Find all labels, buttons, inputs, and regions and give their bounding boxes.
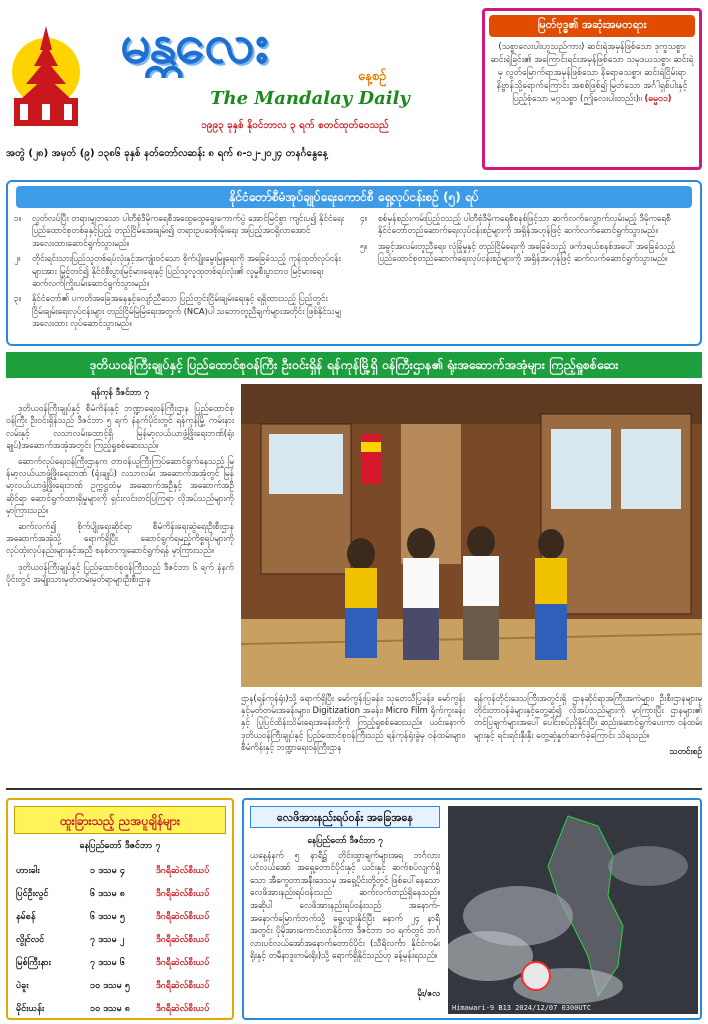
night-temperature-dateline: နေပြည်တော် ဒီဇင်ဘာ ၇ [79, 841, 161, 851]
objective-number: ၂။ [14, 253, 21, 264]
objective-number: ၃။ [14, 293, 22, 304]
objectives-heading: နိုင်ငံတော်စီမံအုပ်ချုပ်ရေးကောင်စီ ရှေ့လုပ်ငန်းစဉ် (၅) ရပ် [16, 186, 692, 208]
city-name: မိုင်းယန်း [16, 1004, 45, 1014]
table-row [14, 998, 226, 1021]
objective-text: တိုင်းရင်းသားပြည်သူတစ်ရပ်လုံးနှင့်အကျုံးဝင်သော စိုက်ပျိုးမွေးမြူရေးကို အခြေခံသည့် ကုန်ထုတ်လုပ်ငန်းများအား မြှင့်တင်၍ နိုင်ငံစီးပွားမြင့်မားရေးနှင့် ပြည်သူလူထုတစ်ရပ်လုံး၏ လူမှုစီးပွားဘဝ မြင့်မားရေး ဆက်လက်ကြိုးပမ်းဆောင်ရွက်သွားမည်။ [32, 253, 341, 289]
low-pressure-heading: လေဖိအားနည်းရပ်ဝန်း အခြေအနေ [250, 806, 440, 828]
temperature-value: ၆ ဒသမ ၈ [90, 889, 126, 899]
masthead-tagline: ၁၉၉၃ ခုနှစ် နိုဝင်ဘာလ ၃ ရက် စတင်ထုတ်ဝေသည် [201, 120, 389, 131]
temperature-unit: ဒီဂရီဆဲလ်စီးယပ် [156, 958, 210, 968]
objective-number: ၅။ [360, 240, 368, 251]
objective-item [14, 212, 344, 249]
table-row [14, 883, 226, 906]
story-column-2 [241, 692, 465, 784]
objectives-box [6, 180, 702, 346]
buddha-teaching-reference: (ဓမ္မ၀၁) [644, 94, 672, 104]
objective-item [14, 252, 344, 289]
story-column-3 [474, 692, 702, 784]
table-row [14, 952, 226, 975]
story-paragraph: ဆောက်လုပ်ရေးဝန်ကြီးဌာနက တာဝန်ယူကြီးကြပ်ဆောင်ရွက်နေသည့် မြန်မာ့လယ်ယာဖွံ့ဖြိုးရေးဘဏ် (ရုံးချုပ်) လသာလမ်း အဆောက်အအုံတွင် မြန်မာ့လယ်ယာဖွံ့ဖြိုးရေးဘဏ် ဥက္ကဋ္ဌထံမှ အဆောက်အဦနှင့် အဆောက်အဦဆိုင်ရာ ဆောင်ရွက်ထားရှိမှုများကို ရှင်းလင်းတင်ပြကြရာ လိုအပ်သည်များကို မှာကြားသည်။ [6, 456, 234, 515]
story-byline: သတင်းစဉ် [669, 745, 702, 756]
temperature-unit: ဒီဂရီဆဲလ်စီးယပ် [156, 889, 210, 899]
buddha-teaching-text: (သစ္စာလေးပါးဟူသည်ကား) ဆင်းရဲအမှန်ဖြစ်သော ဒုက္ခသစ္စာ၊ ဆင်းရဲခြင်း၏ အကြောင်းရင်းအမှန်ဖြစ်သော သမုဒယသစ္စာ၊ ဆင်းရဲမှ လွတ်မြောက်ရာအမှန်ဖြစ်သော နိရောဓသစ္စာ၊ ဆင်းရဲငြိမ်းရာ နိဗ္ဗာန်သို့ရောက်ကြောင်း အစစ်ဖြစ်၍ မြတ်သော အင်္ဂါရှစ်ပါးနှင့် ပြည့်စုံသော မဂ္ဂသစ္စာ (ဤလေးပါးတည်း)။ [490, 42, 694, 104]
story-paragraph: ရန်ကုန်တိုင်းဒေသကြီးအတွင်းရှိ ဌာနဆိုင်ရာအကြီးအကဲများ၊ ဦးစီးဌာနများမှ တိုင်းတာဝန်ခံများနှင့်တွေ့ဆုံ၍ လိုအပ်သည်များကို မှာကြားပြီး ဌာနများ၏ တင်ပြချက်များအပေါ် ပေါင်းစပ်ညှိနှိုင်းပြီး ဆည်းဆောင်ရွက်ပေးကာ ဝန်ထမ်းများနှင့် ရင်းရင်းနှီးနှီး တွေ့ဆုံနှုတ်ဆက်ခဲ့ကြောင်း သိရသည်။ [474, 693, 702, 740]
objectives-right-column [360, 212, 690, 265]
temperature-unit: ဒီဂရီဆဲလ်စီးယပ် [156, 912, 210, 922]
buddha-teaching-body [489, 41, 695, 106]
low-pressure-text [250, 834, 440, 999]
buddha-teaching-box [482, 8, 702, 170]
temperature-value: ၇ ဒသမ ၂ [90, 935, 125, 945]
temperature-value: ၁ ဒသမ ၄ [90, 866, 125, 876]
temperature-value: ၆ ဒသမ ၅ [90, 912, 125, 922]
table-row [14, 906, 226, 929]
masthead-subtitle: နေ့စဉ် [358, 69, 387, 84]
satellite-caption: Himawari-9 B13 2024/12/07 0300UTC [452, 1004, 592, 1012]
temperature-value: ၁၀ ဒသမ ၅ [90, 981, 130, 991]
table-row [14, 929, 226, 952]
low-pressure-body: ယနေ့နံနက် ၅ နာရီ၌ တိုင်းထွာချက်များအရ ဘင်္ဂလားပင်လယ်အော် အရှေ့တောင်ပိုင်းနှင့် ယင်းနှင့် ဆက်စပ်လျက်ရှိသော အီကွေတာအနီးဒေသမှ အရှေ့ပိုင်းတို့တွင် ဖြစ်ပေါ်နေသော လေဖိအားနည်းရပ်ဝန်းသည် ဆက်လက်တည်ရှိနေသည်။ အဆိုပါ လေဖိအားနည်းရပ်ဝန်းသည် အနောက်-အနောက်မြောက်ဘက်သို့ ရွေ့လျားနိုင်ပြီး နောက် ၂၄ နာရီအတွင်း ပိုမိုအားကောင်းလာနိုင်ကာ ဒီဇင်ဘာ ၁၀ ရက်တွင် ဘင်္ဂလားပင်လယ်အော်အနောက်တောင်ပိုင်း (သီရိလင်္ကာ နိုင်ငံကမ်းရိုးနှင့် တမီနာဒူးကမ်းရိုး)သို့ ရောက်ရှိနိုင်သည်ဟု ခန့်မှန်းရသည်။ [250, 849, 440, 961]
objective-text: လွတ်လပ်ပြီး တရားမျှတသော ပါတီစုံဒီမိုကရေစီအထွေထွေရွေးကောက်ပွဲ အောင်မြင်စွာ ကျင်းပ၍ နိုင်ငံရေးပြည်ထောင်စုတစ်ခုနှင့်ပြည့် တည်ငြိမ်အေးချမ်း၍ တရားဥပဒေစိုးမိုးရေး အပြည့်အဝရှိလာအောင် အလေးထားဆောင်ရွက်သွားမည်။ [32, 213, 344, 248]
city-name: မြစ်ကြီးနား [16, 958, 51, 968]
city-name: နမ်စန် [16, 912, 36, 922]
temperature-value: ၇ ဒသမ ၆ [90, 958, 125, 968]
story-column-1 [6, 386, 234, 784]
objective-text: နိုင်ငံတော်၏ ပကတိအခြေအနေနှင့်လျော်ညီသော ပြည်တွင်းငြိမ်းချမ်းရေးနှင့် ရရှိထားသည့် ပြည်တွင်းငြိမ်းချမ်းရေးလုပ်ငန်းများ တည်ငြိမ်မြဲမြံရေးအတွက် (NCA)ပါ သဘောတူညီချက်များအတိုင်း ဖြစ်နိုင်သမျှ အလေးထား လုပ်ဆောင်သွားမည်။ [32, 293, 342, 329]
city-name: ဟားခါး [16, 866, 40, 876]
low-pressure-box [242, 798, 702, 1020]
low-pressure-dateline: နေပြည်တော် ဒီဇင်ဘာ ၇ [307, 835, 383, 845]
masthead-title: မန္တလေး [120, 11, 267, 75]
buddha-teaching-heading: မြတ်ဗုဒ္ဓ၏ အဆုံးအမတရား [489, 15, 695, 37]
temperature-table [14, 860, 226, 1021]
objectives-left-column [14, 212, 344, 330]
objective-number: ၄။ [360, 213, 368, 223]
objective-item [360, 212, 690, 237]
city-name: လွိုင်လင် [16, 935, 45, 945]
masthead-english-title: The Mandalay Daily [210, 88, 410, 109]
lead-photo [241, 384, 702, 687]
masthead-logo [6, 20, 86, 130]
temperature-unit: ဒီဂရီဆဲလ်စီးယပ် [156, 935, 210, 945]
table-row [14, 975, 226, 998]
objective-text: အခွင့်အလမ်းတူညီရေး၊ လုံခြုံမှုနှင့် တည်ငြိမ်ရေးကို အခြေခံသည့် ဖက်ဒရယ်စနစ်အပေါ် အခြေခံသည့် ပြည်ထောင်စုတည်ဆောက်ရေးလုပ်ငန်းစဉ်များကို အရှိန်အဟုန်ဖြင့် ဆက်လက်ဆောင်ရွက်သွားမည်။ [378, 240, 676, 264]
temperature-unit: ဒီဂရီဆဲလ်စီးယပ် [156, 1004, 210, 1014]
temperature-unit: ဒီဂရီဆဲလ်စီးယပ် [156, 866, 210, 876]
objective-number: ၁။ [14, 213, 22, 223]
story-paragraph: ဒုတိယဝန်ကြီးချုပ်နှင့် စီမံကိန်းနှင့် ဘဏ္ဍာရေးဝန်ကြီးဌာန ပြည်ထောင်စုဝန်ကြီး ဦးဝင်းရှိန်သည် ဒီဇင်ဘာ ၅ ရက် နံနက်ပိုင်းတွင် ရန်ကုန်မြို့ ကမ်းနားလမ်းနှင့် လသာလမ်းထောင့်ရှိ မြန်မာ့လယ်ယာဖွံ့ဖြိုးရေးဘဏ်(ရုံးချုပ်)အဆောက်အအုံအတွင်း ကြည့်ရှုစစ်ဆေးသည်။ [6, 403, 234, 450]
night-temperature-box [6, 798, 234, 1020]
lead-headline: ဒုတိယဝန်ကြီးချုပ်နှင့် ပြည်ထောင်စုဝန်ကြီး ဦးဝင်းရှိန် ရန်ကုန်မြို့ရှိ ဝန်ကြီးဌာန၏ ရုံးအဆောက်အအုံများ ကြည့်ရှုစစ်ဆေး [6, 352, 702, 378]
issue-dateline: အတွဲ (၂၈) အမှတ် (၉) ၁၃၈၆ ခုနှစ် နတ်တော်လဆန်း ၈ ရက် ၈-၁၂-၂၀၂၄ တနင်္ဂနွေနေ့ [6, 148, 328, 159]
table-row [14, 860, 226, 883]
objective-text: စစ်မှန်စည်းကမ်းပြည့်ဝသည့် ပါတီစုံဒီမိုကရေစီစနစ်ဖြင့်သာ ဆက်လက်လျှောက်လှမ်းမည့် ဒီမိုကရေစီနိုင်ငံတော်တည်ဆောက်ရေးလုပ်ငန်းစဉ်များကို အရှိန်အဟုန်ဖြင့် ဆက်လက်ဆောင်ရွက်သွားမည်။ [378, 213, 671, 236]
city-name: ပဲခူး [16, 981, 29, 991]
night-temperature-heading: ထူးခြားသည့် ညအပူချိန်များ [14, 806, 226, 834]
story-paragraph: ဒုတိယဝန်ကြီးချုပ်နှင့် ပြည်ထောင်စုဝန်ကြီးသည် ဒီဇင်ဘာ ၆ ရက် နံနက်ပိုင်းတွင် အမျိုးသားမှတ်တမ်းမှတ်ရာများဦးစီးဌာန [6, 561, 234, 584]
satellite-image [448, 806, 698, 1014]
story-paragraph: ဌာန(ရန်ကုန်ရုံး)သို့ ရောက်ရှိပြီး မော်ကွန်းပြခန်း၊ သုတေသီပြခန်း၊ မော်ကွန်းနှင့်မှတ်တမ်းအခန်းများ၊ Digitization အခန်း၊ Micro Film ရိုက်ကူးခန်းနှင့် ပြုပြင်ထိန်းသိမ်းရေးအခန်းတို့ကို ကြည့်ရှုစစ်ဆေးသည်။ ယင်းနောက် ဒုတိယဝန်ကြီးချုပ်နှင့် ပြည်ထောင်စုဝန်ကြီးသည် ရန်ကုန်ရုံးခွဲမှ ဝန်ထမ်းများ၊ စီမံကိန်းနှင့် ဘဏ္ဍာရေးဝန်ကြီးဌာန [241, 693, 465, 752]
objective-item [14, 292, 344, 329]
temperature-value: ၁၀ ဒသမ ၈ [90, 1004, 131, 1014]
story-paragraph: ဆက်လက်၍ စိုက်ပျိုးရေးဆိုင်ရာ စီမံကိန်းရေးဆွဲရေးဦးစီးဌာန အဆောက်အအုံသို့ ရောက်ရှိပြီး ဆောင်ရွက်ရမည့်ကိစ္စရပ်များကို လုပ်ထုံးလုပ်နည်းများနှင့်အညီ စနစ်တကျဆောင်ရွက်ရန် မှာကြားသည်။ [6, 521, 234, 556]
objective-item [360, 240, 690, 265]
city-name: ပြင်ဦးလွင် [16, 889, 49, 899]
story-dateline: ရန်ကုန် ဒီဇင်ဘာ ၇ [91, 387, 149, 397]
low-pressure-byline: မိုး/ဇလ [417, 987, 440, 998]
section-divider [6, 788, 702, 790]
temperature-unit: ဒီဂရီဆဲလ်စီးယပ် [156, 981, 210, 991]
